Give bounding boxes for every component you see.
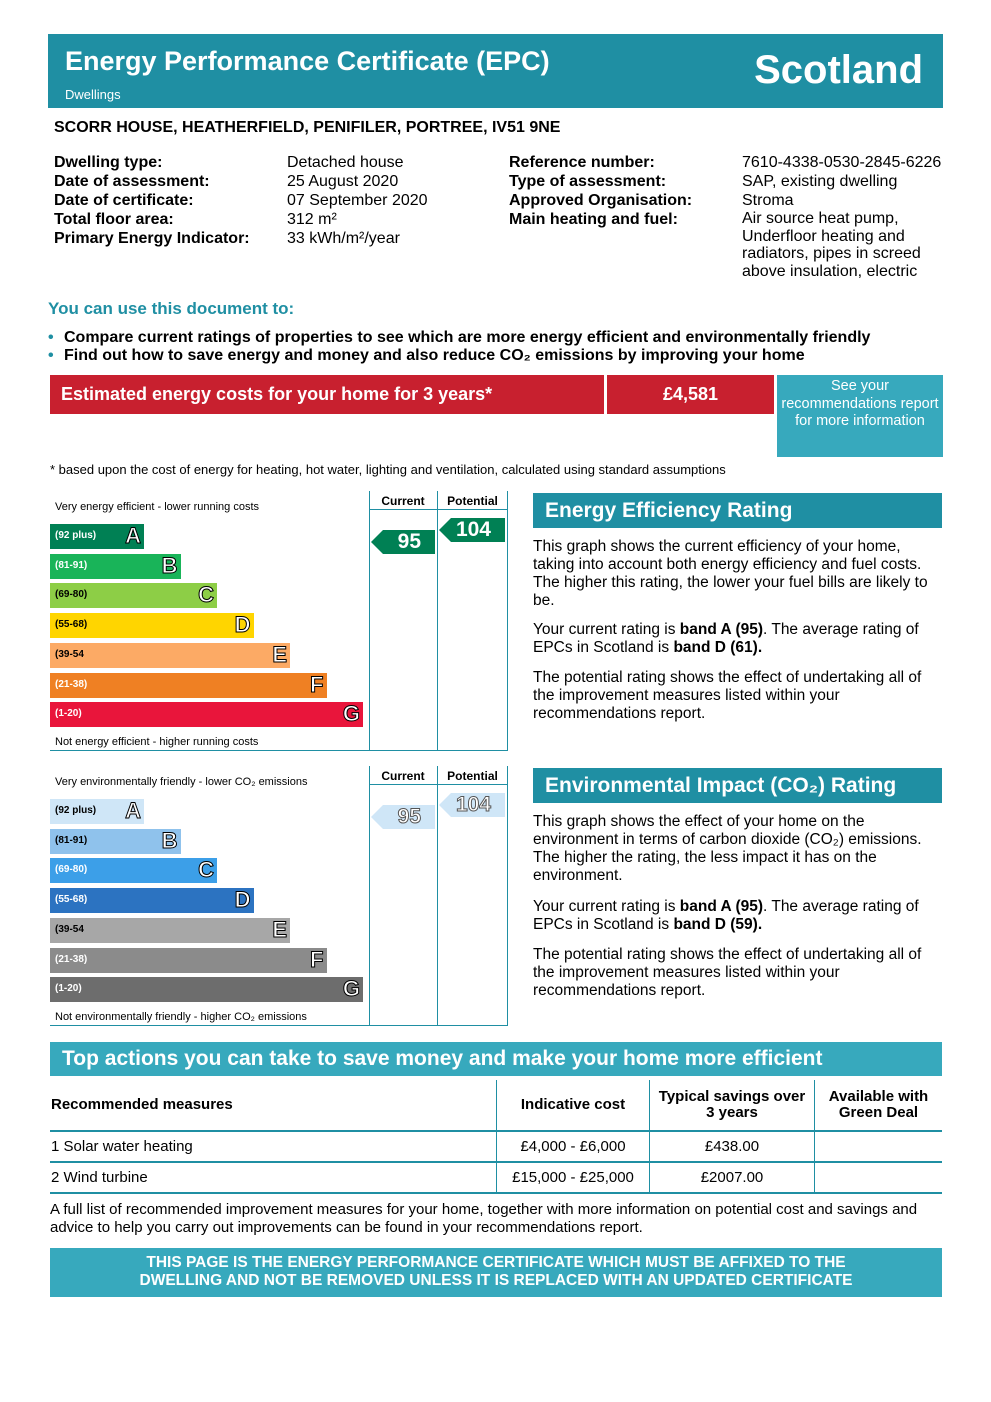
country-label: Scotland — [754, 48, 923, 92]
divider — [50, 750, 508, 751]
environmental-rating-graph — [50, 766, 508, 1026]
detail-label: Approved Organisation: — [509, 192, 693, 209]
list-item: • Compare current ratings of properties to see which are more energy efficient and environmentally friendly — [48, 329, 871, 346]
detail-value: Detached house — [287, 154, 404, 171]
current-rating-value: 95 — [397, 805, 421, 828]
band-range: (92 plus) — [55, 530, 97, 541]
band-range: (21-38) — [55, 678, 88, 690]
current-column-header: Current — [381, 494, 425, 508]
column-header: Indicative cost — [497, 1080, 650, 1131]
table-row — [50, 1162, 942, 1193]
divider — [369, 784, 508, 785]
table-header-row — [50, 1080, 942, 1131]
details-right-values — [742, 153, 957, 280]
property-address: SCORR HOUSE, HEATHERFIELD, PENIFILER, PORTREE, IV51 9NE — [54, 119, 561, 136]
column-header: Typical savings over 3 years — [650, 1080, 815, 1131]
divider — [507, 491, 508, 751]
band-range: (55-68) — [55, 894, 88, 906]
detail-value: 07 September 2020 — [287, 192, 428, 209]
environmental-description: This graph shows the effect of your home on the environment in terms of carbon dioxide (CO₂) emissions. The higher the rating, the less impact it has on the environment. — [533, 813, 922, 884]
actions-table — [50, 1080, 942, 1194]
rating-band-e — [50, 918, 290, 943]
band-letter: F — [310, 671, 324, 697]
footer-line: DWELLING AND NOT BE REMOVED UNLESS IT IS REPLACED WITH AN UPDATED CERTIFICATE — [139, 1272, 853, 1289]
current-rating-indicator — [371, 530, 435, 554]
footer-line: THIS PAGE IS THE ENERGY PERFORMANCE CERTIFICATE WHICH MUST BE AFFIXED TO THE — [146, 1254, 846, 1271]
table-cell: 1 Solar water heating — [50, 1131, 497, 1162]
rating-band-f — [50, 948, 327, 973]
potential-column-header: Potential — [447, 769, 498, 783]
detail-label: Date of certificate: — [54, 192, 194, 209]
rating-band-c — [50, 858, 217, 883]
rating-band-g — [50, 702, 363, 727]
rating-band-e — [50, 643, 290, 668]
detail-value: 33 kWh/m²/year — [287, 230, 400, 247]
detail-value: 312 m² — [287, 211, 337, 228]
detail-label: Total floor area: — [54, 211, 174, 228]
footer-banner — [50, 1248, 942, 1297]
rating-band-b — [50, 554, 181, 579]
energy-current-rating-text: Your current rating is band A (95). The average rating of EPCs in Scotland is band D (61). — [533, 621, 919, 656]
divider — [507, 766, 508, 1026]
band-letter: B — [161, 827, 178, 853]
band-range: (21-38) — [55, 953, 88, 965]
table-row — [50, 1131, 942, 1162]
actions-note: A full list of recommended improvement measures for your home, together with more information on potential cost and savings and advice to help you carry out improvements can be found in your recommendations report. — [50, 1201, 918, 1236]
graph-bottom-caption: Not environmentally friendly - higher CO₂ emissions — [55, 1011, 307, 1023]
environmental-potential-text: The potential rating shows the effect of undertaking all of the improvement measures listed within your recommendations report. — [533, 946, 922, 999]
detail-value: SAP, existing dwelling — [742, 173, 898, 190]
divider — [437, 491, 438, 751]
current-rating-value: 95 — [397, 530, 421, 553]
band-letter: C — [198, 857, 214, 883]
band-range: (92 plus) — [55, 805, 97, 816]
band-range: (55-68) — [55, 619, 88, 631]
cost-value-box — [607, 375, 774, 414]
rating-band-a — [50, 524, 144, 549]
table-cell: £438.00 — [650, 1131, 815, 1162]
band-range: (1-20) — [55, 983, 82, 995]
environmental-rating-heading: Environmental Impact (CO₂) Rating — [533, 768, 942, 803]
use-bullets — [48, 329, 870, 365]
actions-heading: Top actions you can take to save money and make your home more efficient — [50, 1042, 942, 1076]
graph-top-caption: Very environmentally friendly - lower CO₂ emissions — [55, 776, 308, 788]
current-column-header: Current — [381, 769, 425, 783]
band-letter: G — [342, 976, 360, 1002]
table-cell: £2007.00 — [650, 1162, 815, 1193]
detail-label: Main heating and fuel: — [509, 211, 678, 228]
table-cell — [815, 1131, 943, 1162]
detail-value: Air source heat pump, Underfloor heating and radiators, pipes in screed above insulation, electric — [742, 210, 921, 280]
details-right — [509, 153, 692, 229]
detail-value: 7610-4338-0530-2845-6226 — [742, 154, 942, 171]
band-letter: F — [310, 946, 324, 972]
divider — [369, 491, 370, 751]
detail-value: Stroma — [742, 192, 794, 209]
rating-band-c — [50, 583, 217, 608]
energy-rating-graph — [50, 491, 508, 751]
band-range: (81-91) — [55, 834, 88, 846]
header-banner — [48, 34, 943, 108]
page-subtitle: Dwellings — [65, 87, 121, 102]
cost-footnote: * based upon the cost of energy for heating, hot water, lighting and ventilation, calculated using standard assumptions — [50, 462, 726, 477]
column-header: Recommended measures — [50, 1080, 497, 1131]
band-range: (81-91) — [55, 559, 88, 571]
rating-band-a — [50, 799, 144, 824]
details-left-values — [287, 153, 428, 248]
band-range: (39-54 — [55, 648, 84, 660]
detail-label: Reference number: — [509, 154, 655, 171]
detail-label: Dwelling type: — [54, 154, 163, 171]
band-letter: A — [125, 798, 141, 823]
rating-band-g — [50, 977, 363, 1002]
energy-rating-heading: Energy Efficiency Rating — [533, 493, 942, 528]
band-range: (69-80) — [55, 864, 88, 876]
column-header: Available with Green Deal — [815, 1080, 943, 1131]
band-range: (39-54 — [55, 923, 84, 935]
potential-rating-value: 104 — [455, 518, 491, 541]
cost-value: £4,581 — [662, 384, 719, 404]
list-item: • Find out how to save energy and money and also reduce CO₂ emissions by improving your home — [48, 347, 805, 364]
band-letter: C — [198, 582, 214, 608]
page-title: Energy Performance Certificate (EPC) — [65, 46, 550, 76]
table-cell: £15,000 - £25,000 — [497, 1162, 650, 1193]
potential-rating-indicator — [439, 518, 505, 542]
graph-top-caption: Very energy efficient - lower running costs — [55, 501, 260, 513]
details-left — [54, 153, 250, 248]
band-letter: D — [234, 887, 251, 913]
band-letter: E — [272, 641, 287, 667]
rating-band-f — [50, 673, 327, 698]
rating-band-b — [50, 829, 181, 854]
potential-column-header: Potential — [447, 494, 498, 508]
band-letter: B — [161, 552, 178, 578]
energy-potential-text: The potential rating shows the effect of undertaking all of the improvement measures listed within your recommendations report. — [533, 669, 922, 722]
detail-label: Date of assessment: — [54, 173, 210, 190]
band-letter: G — [342, 701, 360, 727]
potential-rating-indicator — [439, 793, 505, 817]
table-cell: 2 Wind turbine — [50, 1162, 497, 1193]
band-letter: A — [125, 523, 141, 548]
environmental-current-rating-text: Your current rating is band A (95). The average rating of EPCs in Scotland is band D (59). — [533, 898, 919, 933]
divider — [50, 1025, 508, 1026]
divider — [369, 766, 370, 1026]
energy-description: This graph shows the current efficiency of your home, taking into account both energy efficiency and fuel costs. The higher this rating, the lower your fuel bills are likely to be. — [533, 538, 928, 609]
table-cell — [815, 1162, 943, 1193]
detail-label: Type of assessment: — [509, 173, 667, 190]
use-heading: You can use this document to: — [48, 299, 295, 318]
band-range: (69-80) — [55, 589, 88, 601]
divider — [369, 509, 508, 510]
cost-label-box — [50, 375, 604, 414]
detail-value: 25 August 2020 — [287, 173, 399, 190]
potential-rating-value: 104 — [455, 793, 491, 816]
band-letter: E — [272, 916, 287, 942]
table-cell: £4,000 - £6,000 — [497, 1131, 650, 1162]
cost-label: Estimated energy costs for your home for 3 years* — [61, 384, 493, 404]
current-rating-indicator — [371, 805, 435, 829]
divider — [437, 766, 438, 1026]
band-range: (1-20) — [55, 708, 82, 720]
graph-bottom-caption: Not energy efficient - higher running costs — [55, 736, 259, 748]
rating-band-d — [50, 888, 254, 913]
recommendations-link[interactable]: See your recommendations report for more information — [777, 375, 943, 457]
rating-band-d — [50, 613, 254, 638]
band-letter: D — [234, 612, 251, 638]
detail-label: Primary Energy Indicator: — [54, 230, 250, 247]
